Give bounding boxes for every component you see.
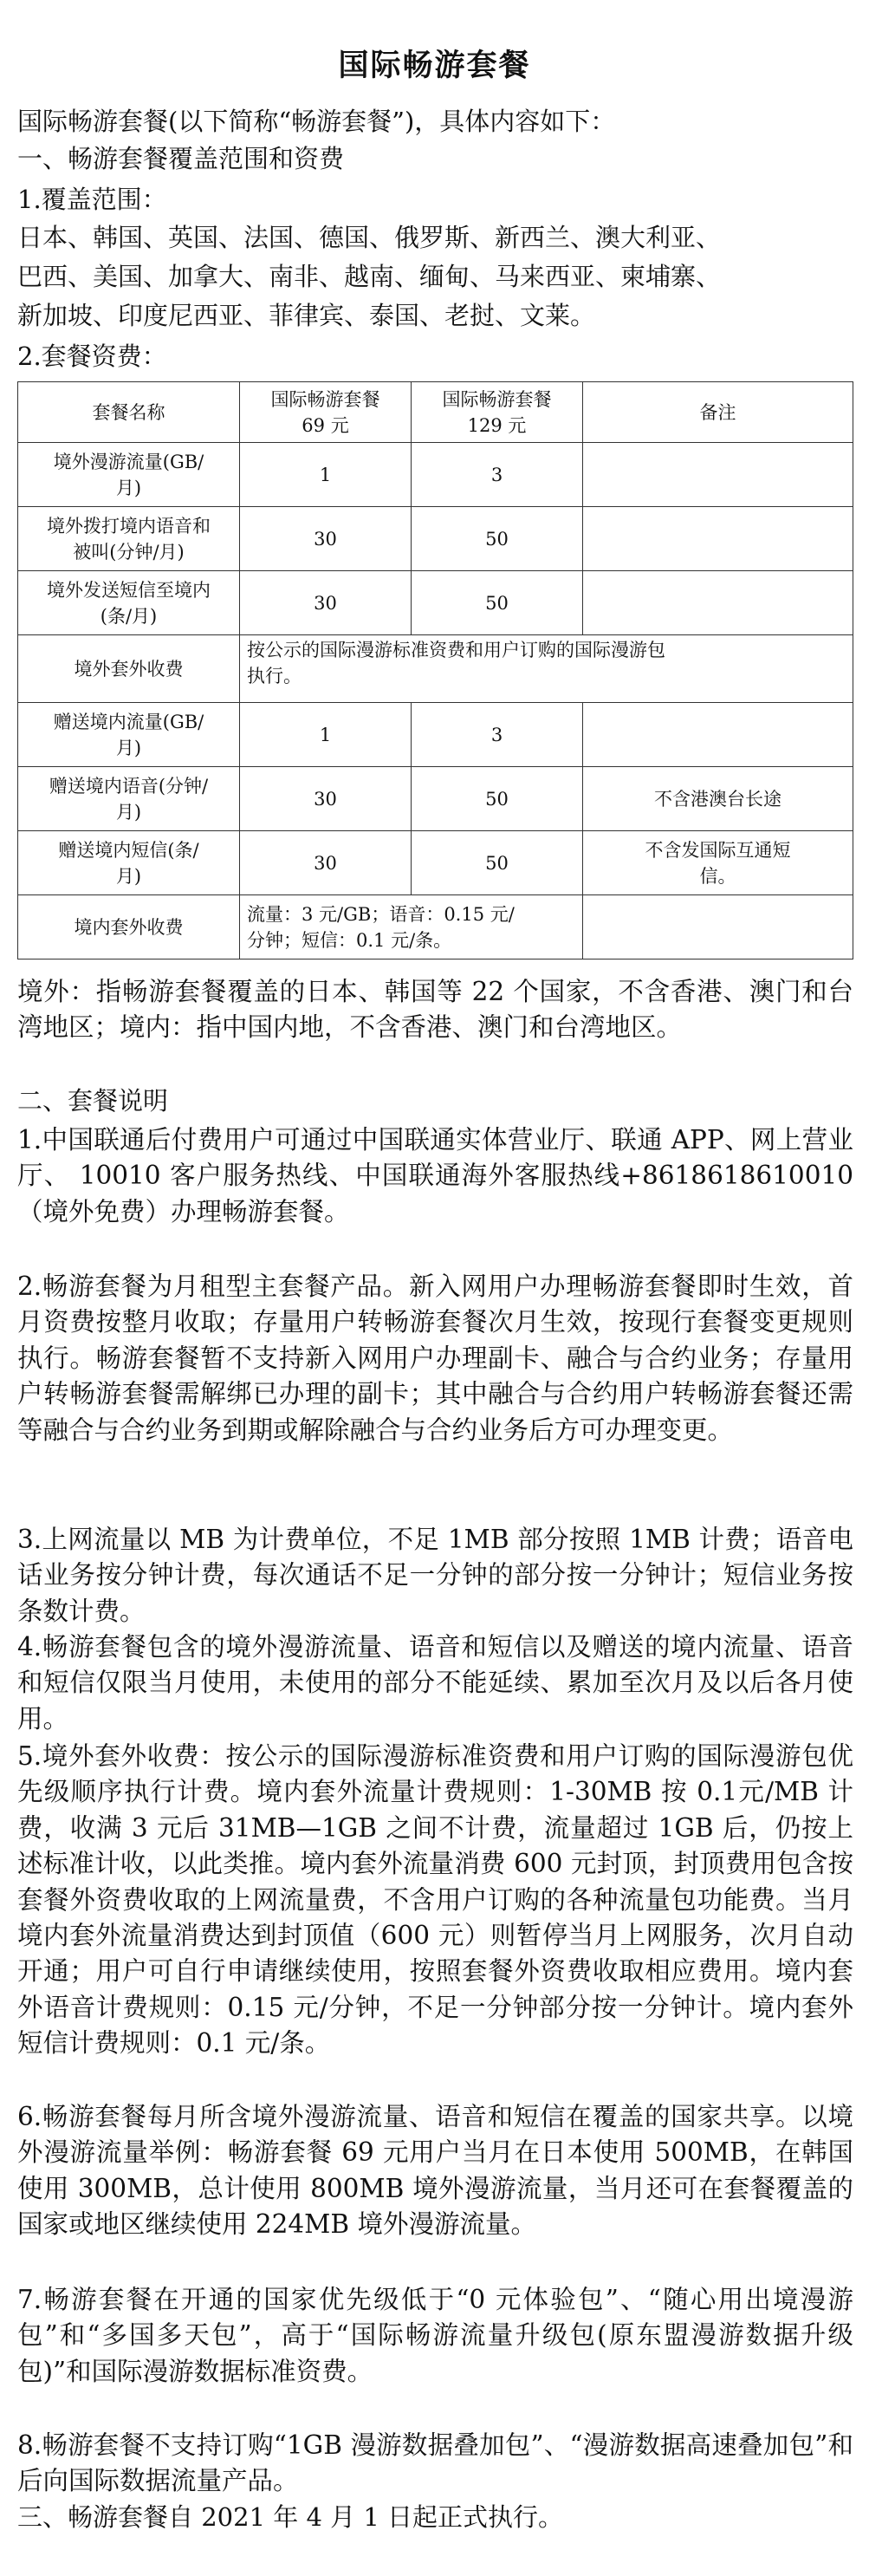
fee-heading: 2.套餐资费：: [17, 342, 167, 371]
row-note: [583, 507, 853, 571]
row-label: 赠送境内短信(条/ 月): [18, 831, 240, 895]
territory-note: 境外：指畅游套餐覆盖的日本、韩国等 22 个国家，不含香港、澳门和台湾地区；境内：指中国内地，不含香港、澳门和台湾地区。: [17, 977, 853, 1043]
item-5: 5.境外套外收费：按公示的国际漫游标准资费和用户订购的国际漫游包优先级顺序执行计费。境内套外流量计费规则：1-30MB 按 0.1元/MB 计费，收满 3 元后 31MB—1GB 之间不计费，流量超过 1GB 后，仍按上述标准计收，以此类推。境内套外流量消费 600 元封顶，封顶费用包含按套餐外资费收取的上网流量费，不含用户订购的各种流量包功能费。当月境内套外流量消费达到封顶值（600 元）则暂停当月上网服务，次月自动开通；用户可自行申请继续使用，按照套餐外资费收取相应费用。境内套外语音计费规则：0.15 元/分钟，不足一分钟部分按一分钟计。境内套外短信计费规则：0.1 元/条。: [17, 1741, 853, 2059]
row-merged-value: 按公示的国际漫游标准资费和用户订购的国际漫游包 执行。: [240, 635, 853, 703]
row-value-129: 3: [412, 443, 583, 507]
row-value-129: 50: [412, 507, 583, 571]
row-value-69: 1: [240, 443, 412, 507]
row-value-129: 3: [412, 703, 583, 767]
table-row: [18, 507, 853, 571]
intro-text: 国际畅游套餐(以下简称“畅游套餐”)，具体内容如下：: [17, 107, 616, 136]
row-value-69: 1: [240, 703, 412, 767]
row-value-69: 30: [240, 767, 412, 831]
row-note: [583, 895, 853, 959]
row-label: 赠送境内语音(分钟/ 月): [18, 767, 240, 831]
row-value-129: 50: [412, 767, 583, 831]
header-plan-69: 国际畅游套餐 69 元: [240, 382, 412, 443]
coverage-heading: 1.覆盖范围：: [17, 185, 167, 214]
coverage-line: 新加坡、印度尼西亚、菲律宾、泰国、老挝、文莱。: [17, 301, 596, 330]
row-value-69: 30: [240, 571, 412, 635]
table-row: [18, 703, 853, 767]
row-note: [583, 443, 853, 507]
row-value-69: 30: [240, 507, 412, 571]
row-note: [583, 571, 853, 635]
row-label: 境内套外收费: [18, 895, 240, 959]
header-plan-129: 国际畅游套餐 129 元: [412, 382, 583, 443]
item-3: 3.上网流量以 MB 为计费单位，不足 1MB 部分按照 1MB 计费；语音电话业务按分钟计费，每次通话不足一分钟的部分按一分钟计；短信业务按条数计费。: [17, 1525, 853, 1626]
item-7: 7.畅游套餐在开通的国家优先级低于“0 元体验包”、“随心用出境漫游包”和“多国多天包”，高于“国际畅游流量升级包(原东盟漫游数据升级包)”和国际漫游数据标准资费。: [17, 2285, 853, 2386]
section3-text: 三、畅游套餐自 2021 年 4 月 1 日起正式执行。: [17, 2502, 564, 2532]
table-header-row: [18, 382, 853, 443]
coverage-line: 巴西、美国、加拿大、南非、越南、缅甸、马来西亚、柬埔寨、: [17, 262, 722, 291]
row-value-129: 50: [412, 831, 583, 895]
item-6: 6.畅游套餐每月所含境外漫游流量、语音和短信在覆盖的国家共享。以境外漫游流量举例：畅游套餐 69 元用户当月在日本使用 500MB，在韩国使用 300MB，总计使用 800MB 境外漫游流量，当月还可在套餐覆盖的国家或地区继续使用 224MB 境外漫游流量。: [17, 2102, 853, 2240]
header-note: 备注: [583, 382, 853, 443]
row-note: 不含发国际互通短 信。: [583, 831, 853, 895]
row-label: 赠送境内流量(GB/ 月): [18, 703, 240, 767]
table-row: [18, 635, 853, 703]
table-row: [18, 443, 853, 507]
table-row: [18, 831, 853, 895]
row-label: 境外拨打境内语音和 被叫(分钟/月): [18, 507, 240, 571]
row-label: 境外套外收费: [18, 635, 240, 703]
item-4: 4.畅游套餐包含的境外漫游流量、语音和短信以及赠送的境内流量、语音和短信仅限当月使用，未使用的部分不能延续、累加至次月及以后各月使用。: [17, 1632, 853, 1734]
table-row: [18, 767, 853, 831]
page-title: 国际畅游套餐: [338, 48, 531, 83]
coverage-line: 日本、韩国、英国、法国、德国、俄罗斯、新西兰、澳大利亚、: [17, 223, 722, 252]
section1-heading: 一、畅游套餐覆盖范围和资费: [17, 144, 345, 173]
row-merged-value: 流量：3 元/GB；语音：0.15 元/ 分钟；短信：0.1 元/条。: [240, 895, 583, 959]
header-plan-name: 套餐名称: [18, 382, 240, 443]
row-value-129: 50: [412, 571, 583, 635]
item-1: 1.中国联通后付费用户可通过中国联通实体营业厅、联通 APP、网上营业厅、 10010 客户服务热线、中国联通海外客服热线+8618618610010（境外免费）办理畅游套餐。: [17, 1125, 853, 1226]
section2-heading: 二、套餐说明: [17, 1086, 169, 1116]
table-row: [18, 571, 853, 635]
row-note: [583, 703, 853, 767]
item-8: 8.畅游套餐不支持订购“1GB 漫游数据叠加包”、“漫游数据高速叠加包”和后向国际数据流量产品。: [17, 2430, 853, 2496]
row-label: 境外漫游流量(GB/ 月): [18, 443, 240, 507]
row-note: 不含港澳台长途: [583, 767, 853, 831]
row-label: 境外发送短信至境内 (条/月): [18, 571, 240, 635]
table-row: [18, 895, 853, 959]
fee-table: [17, 381, 853, 959]
row-value-69: 30: [240, 831, 412, 895]
item-2: 2.畅游套餐为月租型主套餐产品。新入网用户办理畅游套餐即时生效，首月资费按整月收取；存量用户转畅游套餐次月生效，按现行套餐变更规则执行。畅游套餐暂不支持新入网用户办理副卡、融合与合约业务；存量用户转畅游套餐需解绑已办理的副卡；其中融合与合约用户转畅游套餐还需等融合与合约业务到期或解除融合与合约业务后方可办理变更。: [17, 1272, 853, 1445]
